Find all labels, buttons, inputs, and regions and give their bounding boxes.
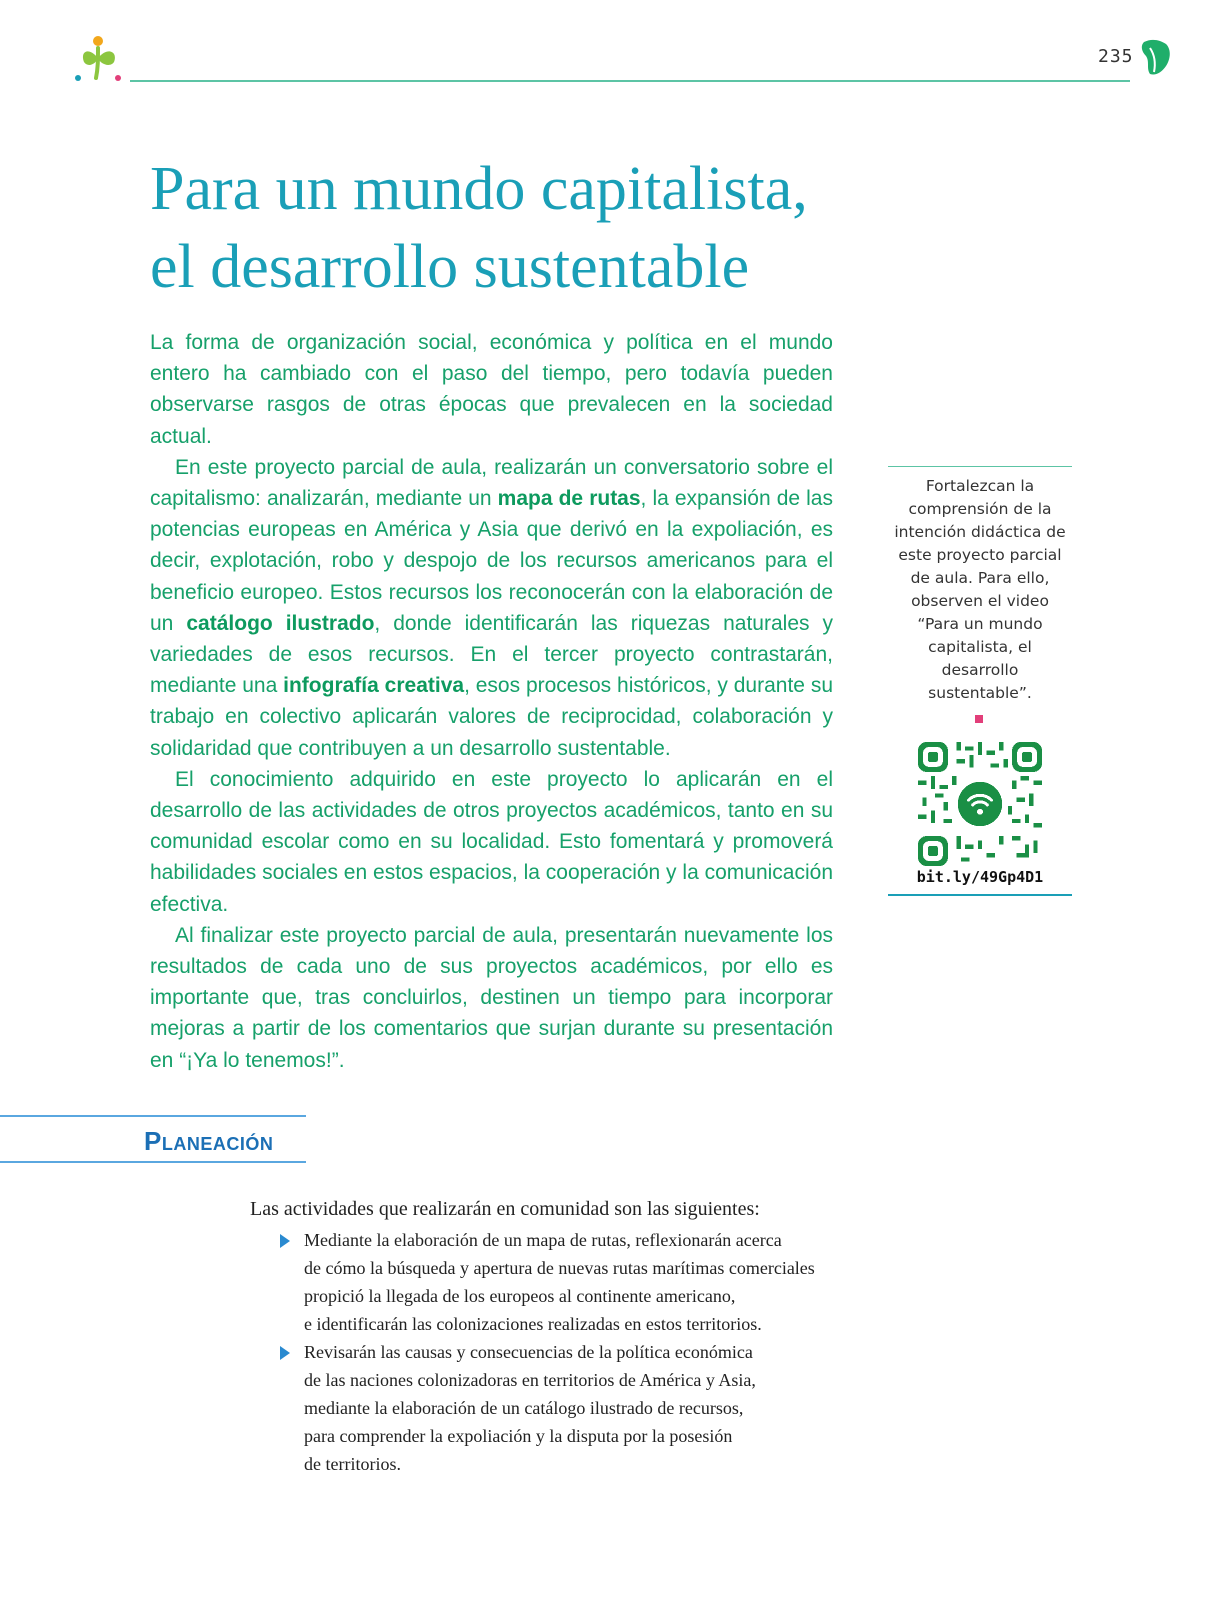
title-line-1: Para un mundo capitalista, <box>150 155 808 223</box>
intro-paragraph-3: El conocimiento adquirido en este proyecto lo aplicarán en el desarrollo de las actividades de otros proyectos académicos, tanto en su comunidad escolar como en su localidad. Esto fomentará y promoverá habilidades sociales en estos espacios, la cooperación y la comunicación efectiva. <box>150 767 833 916</box>
term-mapa-de-rutas: mapa de rutas <box>497 487 641 511</box>
list-item-line: e identificarán las colonizaciones realizadas en estos territorios. <box>304 1314 762 1334</box>
intro-text <box>150 327 833 1076</box>
intro-paragraph-4: Al finalizar este proyecto parcial de aula, presentarán nuevamente los resultados de cada uno de sus proyectos académicos, por ello es importante que, tras concluirlos, destinen un tiempo para incorporar mejoras a partir de los comentarios que surjan durante su presentación en “¡Ya lo tenemos!”. <box>150 923 833 1072</box>
list-item-line: Mediante la elaboración de un mapa de rutas, reflexionarán acerca <box>304 1230 782 1250</box>
intro-p2-text-e: , donde identificarán las riquezas naturales y variedades de esos recursos. En el tercer proyecto contrastarán, mediante una <box>150 611 833 698</box>
page-number: 235 <box>1098 46 1134 67</box>
intro-paragraph-1: La forma de organización social, económica y política en el mundo entero ha cambiado con el paso del tiempo, pero todavía pueden observarse rasgos de otras épocas que prevalecen en la sociedad actual. <box>150 331 833 448</box>
page-title <box>150 150 808 306</box>
qr-code-icon[interactable] <box>918 742 1042 866</box>
green-leaf-icon <box>1138 38 1172 78</box>
triangle-bullet-icon <box>280 1346 290 1360</box>
list-item-line: propició la llegada de los europeos al continente americano, <box>304 1286 736 1306</box>
list-item-line: mediante la elaboración de un catálogo ilustrado de recursos, <box>304 1398 744 1418</box>
sidebar-note: Fortalezcan la comprensión de la intención didáctica de este proyecto parcial de aula. Para ello, observen el video “Para un mundo capitalista, el desarrollo sustentable”. <box>894 477 1066 702</box>
planeacion-top-rule <box>0 1115 306 1117</box>
triangle-bullet-icon <box>280 1234 290 1248</box>
list-item <box>280 1338 920 1478</box>
intro-p2-text-g: , esos procesos históricos, y durante su trabajo en colectivo aplicarán valores de reciprocidad, colaboración y solidaridad que contribuyen a un desarrollo sustentable. <box>150 674 833 760</box>
list-item-line: de las naciones colonizadoras en territorios de América y Asia, <box>304 1370 756 1390</box>
sidebar-bottom-divider <box>888 894 1072 896</box>
planeacion-heading: Planeación <box>144 1126 274 1156</box>
term-catalogo-ilustrado: catálogo ilustrado <box>186 611 375 635</box>
sprout-logo-icon <box>72 34 128 84</box>
planeacion-bottom-rule <box>0 1161 306 1163</box>
intro-p2-text-a: En este proyecto parcial de aula, realizarán un conversatorio sobre el capitalismo: analizarán, mediante un <box>150 455 833 511</box>
pink-square-marker <box>975 715 983 723</box>
intro-p2-text-c: , la expansión de las potencias europeas en América y Asia que derivó en la expoliación, es decir, explotación, robo y despojo de los recursos americanos para el beneficio europeo. Estos recursos los reconocerán con la elaboración de un <box>150 487 833 635</box>
list-item-line: para comprender la expoliación y la disputa por la posesión <box>304 1426 733 1446</box>
video-short-link[interactable]: bit.ly/49Gp4D1 <box>916 868 1044 886</box>
planeacion-intro: Las actividades que realizarán en comunidad son las siguientes: <box>250 1198 760 1220</box>
header-divider <box>130 80 1130 82</box>
list-item <box>280 1226 920 1338</box>
list-item-line: de cómo la búsqueda y apertura de nuevas rutas marítimas comerciales <box>304 1258 815 1278</box>
intro-paragraph-2 <box>150 452 833 764</box>
activities-list <box>280 1226 920 1478</box>
list-item-line: de territorios. <box>304 1454 401 1474</box>
term-infografia-creativa: infografía creativa <box>283 674 465 698</box>
list-item-line: Revisarán las causas y consecuencias de la política económica <box>304 1342 753 1362</box>
title-line-2: el desarrollo sustentable <box>150 233 750 301</box>
sidebar-top-divider <box>888 466 1072 467</box>
